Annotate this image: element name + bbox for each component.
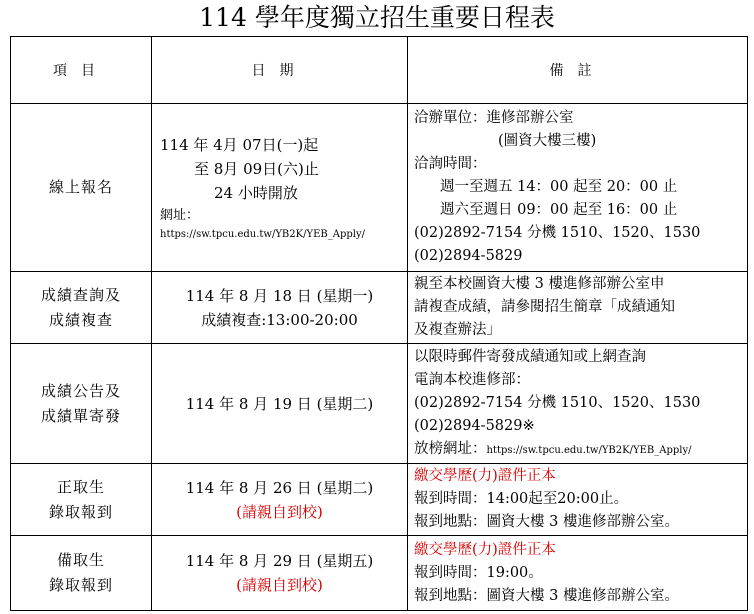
date-cell: [152, 464, 408, 536]
date-end: 至 8月 09日(六)止: [194, 159, 319, 178]
date-hours: 24 小時開放: [214, 183, 298, 202]
table-row: [11, 344, 748, 464]
date-line: 114 年 8 月 19 日 (星期二): [185, 394, 374, 413]
item-label: 正取生: [56, 477, 105, 496]
date-line: 114 年 8 月 26 日 (星期二): [185, 478, 374, 497]
url-label: 網址：: [160, 207, 200, 223]
item-label: 錄取報到: [48, 576, 113, 594]
item-cell: [11, 344, 152, 464]
in-person-note: (請親自到校): [236, 576, 323, 594]
schedule-table: [10, 36, 748, 611]
results-url-label: 放榜網址：: [414, 440, 487, 457]
item-label: 成績查詢及: [40, 285, 121, 304]
item-cell: [11, 272, 152, 344]
note-line: 繳交學歷(力)證件正本: [414, 541, 556, 558]
note-line: 報到時間：14:00起至20:00止。: [414, 491, 629, 507]
item-cell: [11, 464, 152, 536]
apply-link[interactable]: https://sw.tpcu.edu.tw/YB2K/YEB_Apply/: [160, 228, 365, 240]
item-label: 成績公告及: [40, 381, 121, 400]
note-line: 報到時間：19:00。: [414, 564, 543, 581]
note-cell: [408, 344, 748, 464]
header-date: 日期: [152, 37, 408, 104]
note-cell: [408, 536, 748, 611]
note-line: 及複查辦法」: [414, 322, 501, 338]
note-line: 週六至週日 09：00 起至 16：00 止: [440, 202, 678, 218]
item-label: 備取生: [56, 551, 105, 569]
item-label: 成績單寄發: [40, 406, 121, 425]
results-url-line: [414, 438, 747, 462]
in-person-note: (請親自到校): [236, 502, 323, 521]
date-cell: [152, 344, 408, 464]
table-header-row: [11, 37, 748, 104]
note-line: 報到地點：圖資大樓 3 樓進修部辦公室。: [414, 514, 679, 530]
date-line: 114 年 8 月 18 日 (星期一): [185, 286, 374, 305]
item-label: 線上報名: [48, 178, 113, 196]
note-line: 繳交學歷(力)證件正本: [414, 468, 556, 484]
note-cell: [408, 272, 748, 344]
note-line: 請複查成績，請參閱招生簡章「成績通知: [414, 299, 675, 315]
date-cell: [152, 104, 408, 272]
note-line: 電詢本校進修部：: [414, 371, 530, 388]
results-link[interactable]: https://sw.tpcu.edu.tw/YB2K/YEB_Apply/: [486, 444, 692, 456]
table-row: [11, 536, 748, 611]
note-cell: [408, 464, 748, 536]
date-cell: [152, 272, 408, 344]
header-item: 項目: [11, 37, 152, 104]
phone-line: (02)2892-7154 分機 1510、1520、1530: [414, 394, 701, 411]
note-cell: [408, 104, 748, 272]
date-line: 成績複查:13:00-20:00: [201, 310, 358, 329]
item-label: 成績複查: [48, 310, 113, 329]
date-cell: [152, 536, 408, 611]
note-line: 親至本校圖資大樓 3 樓進修部辦公室申: [414, 276, 665, 292]
date-line: 114 年 8 月 29 日 (星期五): [185, 552, 374, 570]
date-start: 114 年 4月 07日(一)起: [160, 135, 319, 154]
note-line: 以限時郵件寄發成績通知或上網查詢: [414, 348, 646, 365]
note-line: (圖資大樓三樓): [498, 133, 597, 149]
table-row: [11, 464, 748, 536]
phone-line: (02)2892-7154 分機 1510、1520、1530: [414, 225, 701, 241]
item-cell: [11, 536, 152, 611]
item-label: 錄取報到: [48, 502, 113, 521]
header-note: 備註: [408, 37, 748, 104]
note-line: 洽詢時間：: [414, 156, 487, 172]
note-line: 週一至週五 14：00 起至 20：00 止: [440, 179, 678, 195]
item-cell: [11, 104, 152, 272]
note-line: 洽辦單位：進修部辦公室: [414, 110, 574, 126]
table-row: [11, 104, 748, 272]
table-row: [11, 272, 748, 344]
page-title: 114 學年度獨立招生重要日程表: [199, 3, 555, 32]
phone-line: (02)2894-5829: [414, 248, 523, 264]
phone-line: (02)2894-5829※: [414, 417, 535, 434]
note-line: 報到地點：圖資大樓 3 樓進修部辦公室。: [414, 587, 679, 604]
